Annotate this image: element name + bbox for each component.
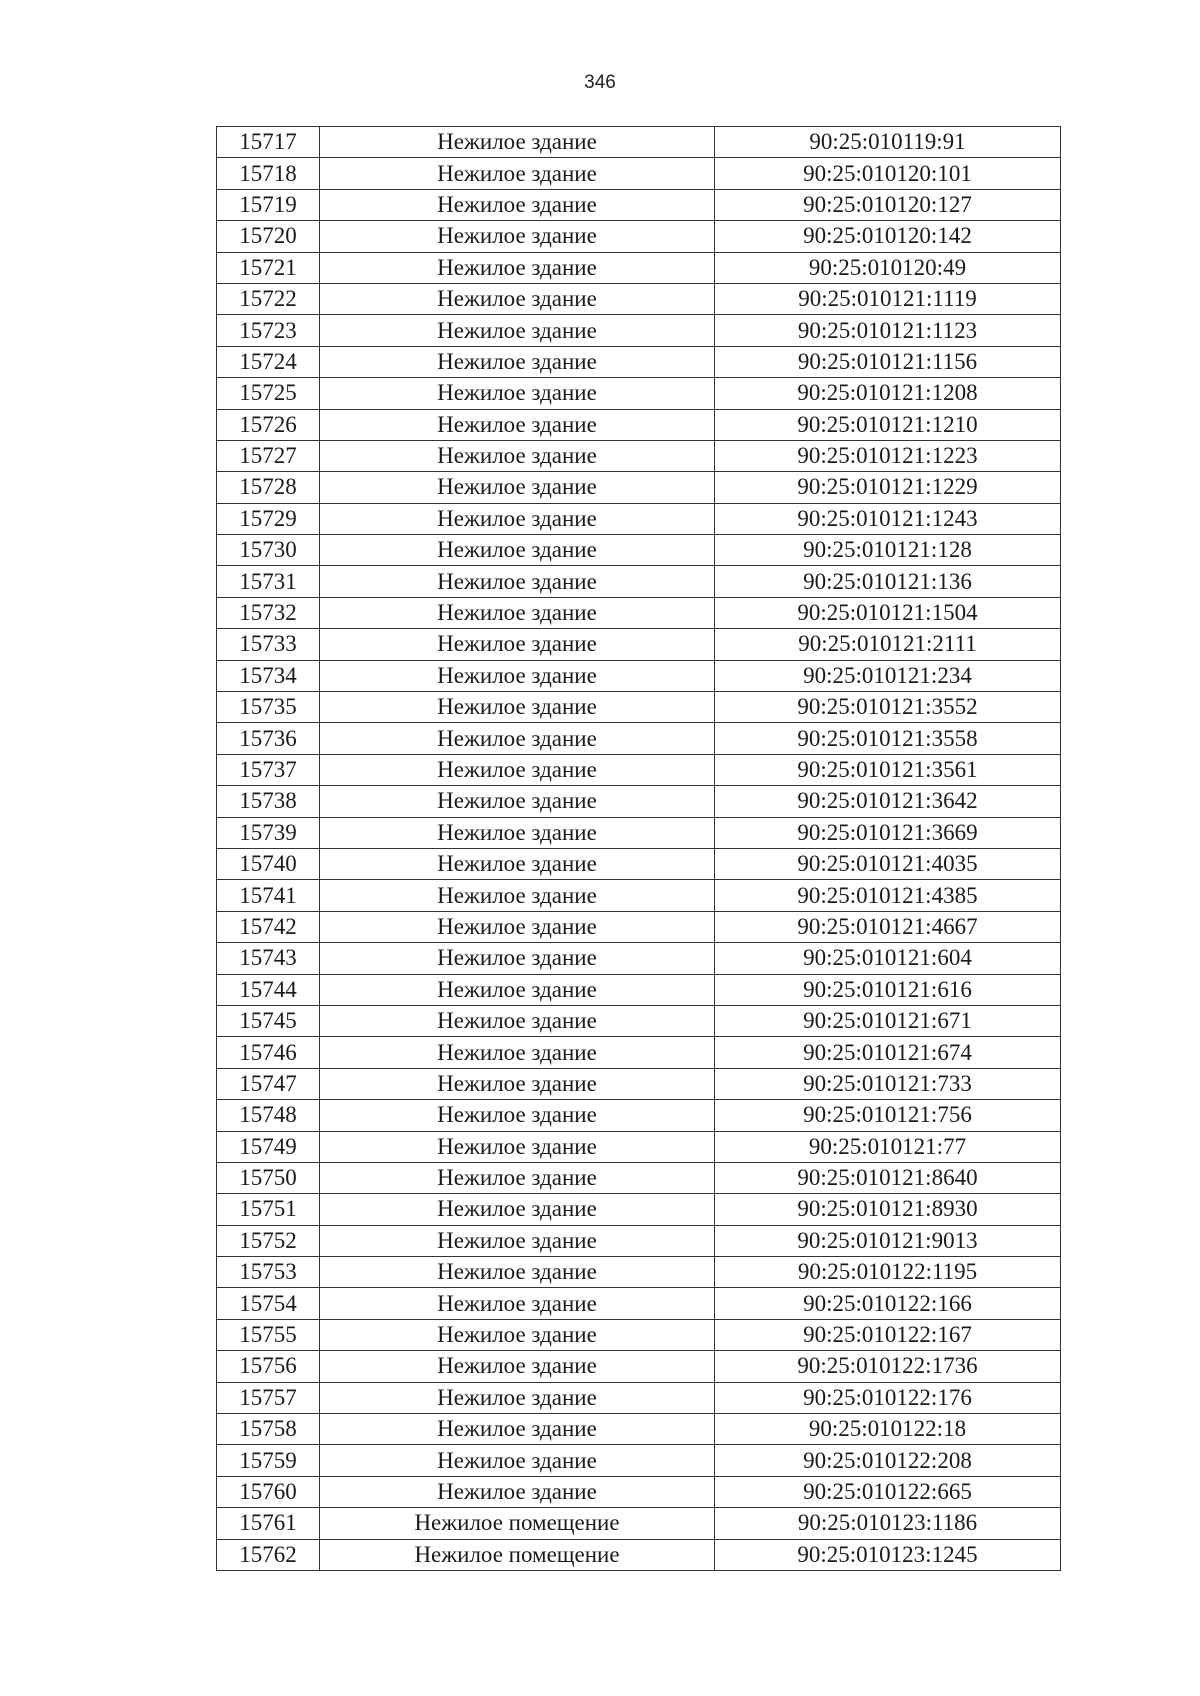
cadastral-number-cell: 90:25:010121:733 [715,1068,1061,1099]
object-type-cell: Нежилое здание [320,503,715,534]
object-type-cell: Нежилое здание [320,911,715,942]
row-number-cell: 15741 [217,880,320,911]
cadastral-number-cell: 90:25:010121:2111 [715,629,1061,660]
object-type-cell: Нежилое здание [320,472,715,503]
object-type-cell: Нежилое здание [320,1257,715,1288]
cadastral-number-cell: 90:25:010119:91 [715,127,1061,158]
table-row [217,1131,1061,1162]
row-number-cell: 15755 [217,1319,320,1350]
object-type-cell: Нежилое здание [320,315,715,346]
table-row [217,723,1061,754]
cadastral-number-cell: 90:25:010121:1229 [715,472,1061,503]
object-type-cell: Нежилое здание [320,283,715,314]
object-type-cell: Нежилое здание [320,974,715,1005]
row-number-cell: 15725 [217,378,320,409]
page-number: 346 [584,72,616,93]
property-table-container [216,126,1060,1571]
row-number-cell: 15718 [217,158,320,189]
table-row [217,1162,1061,1193]
object-type-cell: Нежилое здание [320,880,715,911]
cadastral-number-cell: 90:25:010121:8930 [715,1194,1061,1225]
cadastral-number-cell: 90:25:010122:1736 [715,1351,1061,1382]
table-row [217,440,1061,471]
table-row [217,503,1061,534]
table-row [217,158,1061,189]
row-number-cell: 15722 [217,283,320,314]
table-row [217,1445,1061,1476]
object-type-cell: Нежилое здание [320,1225,715,1256]
cadastral-number-cell: 90:25:010121:674 [715,1037,1061,1068]
object-type-cell: Нежилое здание [320,1131,715,1162]
row-number-cell: 15734 [217,660,320,691]
table-row [217,1257,1061,1288]
object-type-cell: Нежилое здание [320,346,715,377]
table-row [217,786,1061,817]
object-type-cell: Нежилое здание [320,597,715,628]
object-type-cell: Нежилое здание [320,1162,715,1193]
row-number-cell: 15719 [217,189,320,220]
table-row [217,660,1061,691]
table-row [217,378,1061,409]
cadastral-number-cell: 90:25:010122:208 [715,1445,1061,1476]
object-type-cell: Нежилое здание [320,1351,715,1382]
row-number-cell: 15736 [217,723,320,754]
object-type-cell: Нежилое здание [320,1445,715,1476]
row-number-cell: 15746 [217,1037,320,1068]
table-row [217,283,1061,314]
table-row [217,1351,1061,1382]
object-type-cell: Нежилое здание [320,1005,715,1036]
table-row [217,943,1061,974]
object-type-cell: Нежилое здание [320,1414,715,1445]
table-row [217,472,1061,503]
row-number-cell: 15728 [217,472,320,503]
row-number-cell: 15721 [217,252,320,283]
cadastral-number-cell: 90:25:010120:101 [715,158,1061,189]
cadastral-number-cell: 90:25:010121:128 [715,535,1061,566]
cadastral-number-cell: 90:25:010121:3642 [715,786,1061,817]
row-number-cell: 15729 [217,503,320,534]
cadastral-number-cell: 90:25:010121:1210 [715,409,1061,440]
object-type-cell: Нежилое здание [320,943,715,974]
table-row [217,1194,1061,1225]
cadastral-number-cell: 90:25:010121:3561 [715,754,1061,785]
object-type-cell: Нежилое здание [320,252,715,283]
row-number-cell: 15744 [217,974,320,1005]
table-row [217,880,1061,911]
row-number-cell: 15761 [217,1508,320,1539]
table-row [217,346,1061,377]
cadastral-number-cell: 90:25:010121:1504 [715,597,1061,628]
table-row [217,597,1061,628]
cadastral-number-cell: 90:25:010121:1123 [715,315,1061,346]
row-number-cell: 15737 [217,754,320,785]
row-number-cell: 15762 [217,1539,320,1570]
row-number-cell: 15745 [217,1005,320,1036]
row-number-cell: 15754 [217,1288,320,1319]
object-type-cell: Нежилое здание [320,660,715,691]
object-type-cell: Нежилое помещение [320,1539,715,1570]
table-row [217,1068,1061,1099]
cadastral-number-cell: 90:25:010121:616 [715,974,1061,1005]
table-row [217,535,1061,566]
table-row [217,754,1061,785]
cadastral-number-cell: 90:25:010121:4385 [715,880,1061,911]
cadastral-number-cell: 90:25:010121:671 [715,1005,1061,1036]
cadastral-number-cell: 90:25:010121:1223 [715,440,1061,471]
table-row [217,692,1061,723]
row-number-cell: 15724 [217,346,320,377]
row-number-cell: 15758 [217,1414,320,1445]
cadastral-number-cell: 90:25:010121:3669 [715,817,1061,848]
object-type-cell: Нежилое здание [320,1382,715,1413]
table-row [217,629,1061,660]
object-type-cell: Нежилое здание [320,221,715,252]
table-row [217,1414,1061,1445]
cadastral-number-cell: 90:25:010122:176 [715,1382,1061,1413]
object-type-cell: Нежилое здание [320,629,715,660]
cadastral-number-cell: 90:25:010121:1119 [715,283,1061,314]
table-row [217,127,1061,158]
cadastral-number-cell: 90:25:010121:77 [715,1131,1061,1162]
cadastral-number-cell: 90:25:010121:1243 [715,503,1061,534]
cadastral-number-cell: 90:25:010121:3552 [715,692,1061,723]
object-type-cell: Нежилое помещение [320,1508,715,1539]
table-row [217,1288,1061,1319]
table-row [217,848,1061,879]
row-number-cell: 15752 [217,1225,320,1256]
row-number-cell: 15750 [217,1162,320,1193]
row-number-cell: 15733 [217,629,320,660]
row-number-cell: 15748 [217,1100,320,1131]
cadastral-number-cell: 90:25:010122:1195 [715,1257,1061,1288]
table-row [217,1476,1061,1507]
cadastral-number-cell: 90:25:010121:234 [715,660,1061,691]
cadastral-number-cell: 90:25:010121:4035 [715,848,1061,879]
cadastral-number-cell: 90:25:010121:604 [715,943,1061,974]
row-number-cell: 15753 [217,1257,320,1288]
table-row [217,189,1061,220]
table-row [217,817,1061,848]
cadastral-number-cell: 90:25:010121:1156 [715,346,1061,377]
row-number-cell: 15717 [217,127,320,158]
cadastral-number-cell: 90:25:010122:665 [715,1476,1061,1507]
object-type-cell: Нежилое здание [320,1319,715,1350]
object-type-cell: Нежилое здание [320,535,715,566]
row-number-cell: 15751 [217,1194,320,1225]
cadastral-number-cell: 90:25:010121:9013 [715,1225,1061,1256]
row-number-cell: 15723 [217,315,320,346]
cadastral-number-cell: 90:25:010121:8640 [715,1162,1061,1193]
object-type-cell: Нежилое здание [320,127,715,158]
row-number-cell: 15727 [217,440,320,471]
row-number-cell: 15726 [217,409,320,440]
row-number-cell: 15759 [217,1445,320,1476]
cadastral-number-cell: 90:25:010120:142 [715,221,1061,252]
table-row [217,221,1061,252]
object-type-cell: Нежилое здание [320,754,715,785]
row-number-cell: 15735 [217,692,320,723]
object-type-cell: Нежилое здание [320,786,715,817]
cadastral-number-cell: 90:25:010121:3558 [715,723,1061,754]
object-type-cell: Нежилое здание [320,1476,715,1507]
row-number-cell: 15738 [217,786,320,817]
table-row [217,566,1061,597]
table-row [217,1005,1061,1036]
object-type-cell: Нежилое здание [320,723,715,754]
row-number-cell: 15739 [217,817,320,848]
object-type-cell: Нежилое здание [320,378,715,409]
table-row [217,1037,1061,1068]
object-type-cell: Нежилое здание [320,1068,715,1099]
row-number-cell: 15742 [217,911,320,942]
cadastral-number-cell: 90:25:010122:166 [715,1288,1061,1319]
cadastral-number-cell: 90:25:010122:18 [715,1414,1061,1445]
property-table-body [217,127,1061,1571]
row-number-cell: 15749 [217,1131,320,1162]
row-number-cell: 15760 [217,1476,320,1507]
row-number-cell: 15731 [217,566,320,597]
cadastral-number-cell: 90:25:010121:756 [715,1100,1061,1131]
cadastral-number-cell: 90:25:010123:1245 [715,1539,1061,1570]
cadastral-number-cell: 90:25:010120:127 [715,189,1061,220]
table-row [217,409,1061,440]
table-row [217,911,1061,942]
table-row [217,315,1061,346]
object-type-cell: Нежилое здание [320,1194,715,1225]
row-number-cell: 15757 [217,1382,320,1413]
object-type-cell: Нежилое здание [320,440,715,471]
row-number-cell: 15720 [217,221,320,252]
cadastral-number-cell: 90:25:010123:1186 [715,1508,1061,1539]
table-row [217,1225,1061,1256]
table-row [217,1319,1061,1350]
cadastral-number-cell: 90:25:010121:1208 [715,378,1061,409]
row-number-cell: 15743 [217,943,320,974]
object-type-cell: Нежилое здание [320,1100,715,1131]
table-row [217,1508,1061,1539]
object-type-cell: Нежилое здание [320,158,715,189]
object-type-cell: Нежилое здание [320,1288,715,1319]
object-type-cell: Нежилое здание [320,566,715,597]
object-type-cell: Нежилое здание [320,692,715,723]
row-number-cell: 15756 [217,1351,320,1382]
object-type-cell: Нежилое здание [320,189,715,220]
row-number-cell: 15740 [217,848,320,879]
table-row [217,1382,1061,1413]
row-number-cell: 15732 [217,597,320,628]
cadastral-number-cell: 90:25:010122:167 [715,1319,1061,1350]
table-row [217,1100,1061,1131]
table-row [217,1539,1061,1570]
table-row [217,252,1061,283]
property-table [216,126,1061,1571]
cadastral-number-cell: 90:25:010120:49 [715,252,1061,283]
object-type-cell: Нежилое здание [320,1037,715,1068]
object-type-cell: Нежилое здание [320,409,715,440]
object-type-cell: Нежилое здание [320,817,715,848]
row-number-cell: 15730 [217,535,320,566]
object-type-cell: Нежилое здание [320,848,715,879]
cadastral-number-cell: 90:25:010121:4667 [715,911,1061,942]
table-row [217,974,1061,1005]
cadastral-number-cell: 90:25:010121:136 [715,566,1061,597]
row-number-cell: 15747 [217,1068,320,1099]
